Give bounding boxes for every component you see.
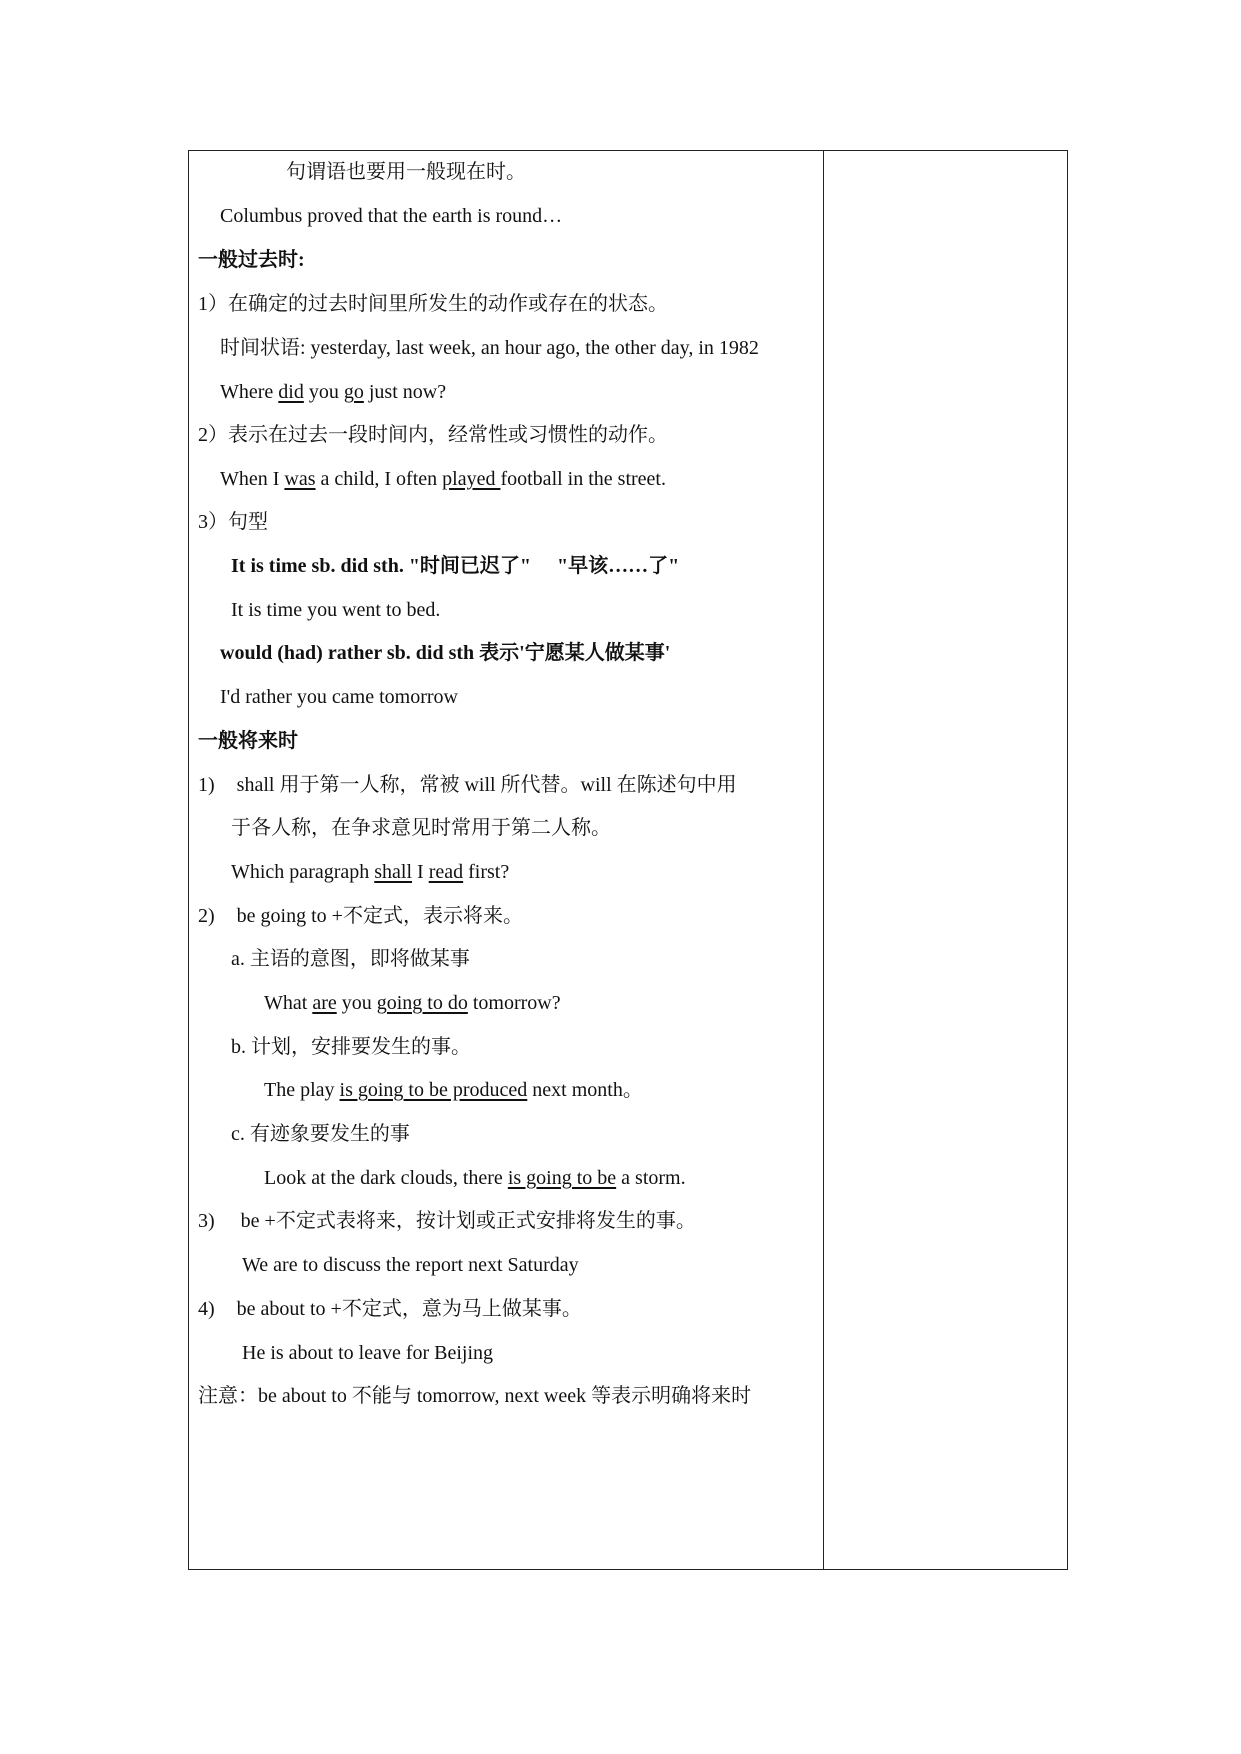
table-column-divider — [823, 150, 824, 1570]
underlined-verb: read — [428, 861, 464, 883]
item-number: 1) — [198, 774, 215, 796]
note-line: 注意：be about to 不能与 tomorrow, next week 等表示明确将来时 — [198, 1385, 752, 1407]
sentence-part: next month。 — [527, 1079, 643, 1101]
underlined-verb: is going to be — [507, 1167, 617, 1189]
rule-item: 2）表示在过去一段时间内，经常性或习惯性的动作。 — [198, 424, 668, 446]
rule-item-continuation: 于各人称，在争求意见时常用于第二人称。 — [231, 817, 611, 839]
text-line: 句谓语也要用一般现在时。 — [286, 161, 526, 183]
example-sentence: It is time you went to bed. — [231, 599, 441, 621]
sentence-part: first? — [463, 861, 510, 883]
sentence-part: Which paragraph — [231, 861, 375, 883]
example-sentence — [264, 989, 561, 1017]
rule-item — [198, 1295, 582, 1323]
sub-item: b. 计划，安排要发生的事。 — [231, 1036, 471, 1058]
sentence-pattern: would (had) rather sb. did sth 表示'宁愿某人做某事' — [220, 642, 671, 664]
underlined-verb: is going to be produced — [339, 1079, 528, 1101]
example-sentence — [220, 465, 666, 493]
sentence-part: just now? — [363, 381, 447, 403]
time-adverbials: 时间状语: yesterday, last week, an hour ago, the other day, in 1982 — [220, 337, 759, 359]
sentence-part: you — [303, 381, 344, 403]
sentence-part: What — [264, 992, 313, 1014]
item-text: be going to +不定式，表示将来。 — [236, 905, 523, 927]
example-sentence — [264, 1164, 686, 1192]
item-number: 2) — [198, 905, 215, 927]
underlined-verb: played — [442, 468, 501, 490]
pattern-meaning: "早该……了" — [557, 555, 680, 577]
example-sentence: He is about to leave for Beijing — [242, 1342, 494, 1364]
sentence-part: football in the street. — [500, 468, 666, 490]
section-heading-past-tense: 一般过去时: — [198, 249, 305, 271]
example-sentence — [264, 1076, 643, 1104]
sentence-part: you — [336, 992, 377, 1014]
underlined-verb: are — [312, 992, 337, 1014]
sentence-part: a child, I often — [315, 468, 443, 490]
item-text: shall 用于第一人称，常被 will 所代替。will 在陈述句中用 — [236, 774, 737, 796]
section-heading-future-tense: 一般将来时 — [198, 730, 298, 752]
underlined-verb: was — [284, 468, 316, 490]
example-sentence: We are to discuss the report next Saturday — [242, 1254, 579, 1276]
underlined-verb: did — [278, 381, 304, 403]
item-text: be about to +不定式，意为马上做某事。 — [236, 1298, 582, 1320]
underlined-verb: going to do — [376, 992, 468, 1014]
sub-item: a. 主语的意图，即将做某事 — [231, 948, 470, 970]
sentence-part: When I — [220, 468, 285, 490]
underlined-verb: go — [343, 381, 364, 403]
example-sentence — [231, 858, 509, 886]
item-number: 4) — [198, 1298, 215, 1320]
rule-item — [198, 1207, 696, 1235]
sentence-part: Look at the dark clouds, there — [264, 1167, 508, 1189]
sub-item: c. 有迹象要发生的事 — [231, 1123, 410, 1145]
rule-item — [198, 902, 523, 930]
sentence-part: I — [412, 861, 429, 883]
rule-item: 3）句型 — [198, 511, 268, 533]
example-sentence — [220, 378, 446, 406]
underlined-verb: shall — [374, 861, 413, 883]
example-sentence: Columbus proved that the earth is round… — [220, 205, 563, 227]
rule-item — [198, 771, 737, 799]
rule-item: 1）在确定的过去时间里所发生的动作或存在的状态。 — [198, 293, 668, 315]
sentence-part: a storm. — [616, 1167, 686, 1189]
example-sentence: I'd rather you came tomorrow — [220, 686, 458, 708]
sentence-part: Where — [220, 381, 279, 403]
pattern-text: It is time sb. did sth. "时间已迟了" — [231, 555, 532, 577]
item-number: 3) — [198, 1210, 215, 1232]
sentence-part: The play — [264, 1079, 340, 1101]
item-text: be +不定式表将来，按计划或正式安排将发生的事。 — [240, 1210, 696, 1232]
sentence-part: tomorrow? — [467, 992, 561, 1014]
sentence-pattern — [231, 552, 679, 580]
